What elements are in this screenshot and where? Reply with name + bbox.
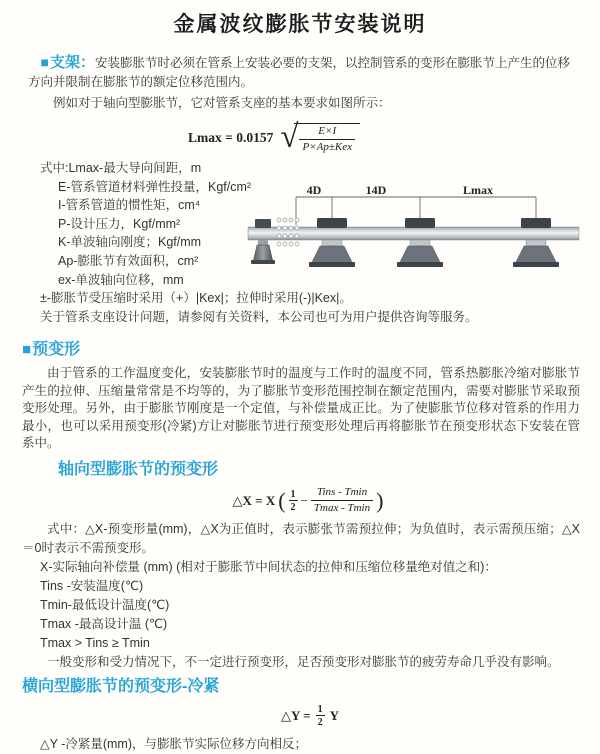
minus-sign: − xyxy=(300,492,308,508)
note-item: Tins -安装温度(℃) xyxy=(40,578,144,593)
support-heading-label: 支架： xyxy=(49,54,95,71)
one-half-fraction xyxy=(289,489,298,513)
note-item: Tmin-最低设计温度(℃) xyxy=(40,597,170,612)
support-section-heading xyxy=(41,54,95,71)
consulting-note: 关于管系支座设计问题，请参阅有关资料，本公司也可为用户提供咨询等服务。 xyxy=(40,310,478,324)
dim-label-4d: 4D xyxy=(306,183,322,197)
general-deformation-note: 一般变形和受力情况下，不一定进行预变形，足否预变形对膨胀节的疲劳寿命几乎没有影响。 xyxy=(47,654,560,669)
guide-support xyxy=(309,218,355,267)
dim-label-lmax: Lmax xyxy=(463,183,493,197)
temperature-fraction xyxy=(311,486,373,515)
lateral-preform-formula xyxy=(281,703,339,729)
close-paren: ) xyxy=(376,487,384,513)
half-numerator: 1 xyxy=(317,703,323,715)
section-bullet-icon: ■ xyxy=(22,341,32,358)
definition-item: Ap-膨胀节有效面积，cm² xyxy=(58,253,199,268)
definition-item: K-单波轴向刚度；Kgf/mm xyxy=(58,235,202,250)
fraction-numerator: Tins - Tmin xyxy=(311,486,373,501)
half-numerator: 1 xyxy=(290,488,296,500)
support-example-text: 例如对于轴向型膨胀节，它对管系支座的基本要求如图所示： xyxy=(53,96,391,110)
guide-support xyxy=(513,218,559,267)
half-denominator: 2 xyxy=(317,716,323,728)
definition-plus-minus: ±-膨胀节受压缩时采用（+）|Kex|；拉伸时采用(-)|Kex|。 xyxy=(40,291,352,305)
fraction xyxy=(299,125,355,154)
formula-lhs: △Y = xyxy=(281,707,311,723)
note-item: X-实际轴向补偿量 (mm) (相对于膨胀节中间状态的拉伸和压缩位移量绝对值之和)： xyxy=(40,559,497,574)
square-root xyxy=(280,118,360,155)
lateral-preform-subtitle: 横向型膨胀节的预变形-冷紧 xyxy=(22,677,220,695)
formula-rhs: Y xyxy=(329,707,339,723)
document-page xyxy=(0,10,600,751)
note-item: Tmax -最高设计温 (℃) xyxy=(40,616,168,631)
page-title: 金属波纹膨胀节安装说明 xyxy=(173,13,427,36)
axial-preform-subtitle: 轴向型膨胀节的预变形 xyxy=(58,460,219,478)
fraction-denominator: P×Ap±Kex xyxy=(302,140,352,153)
dim-label-14d: 14D xyxy=(365,183,387,197)
preform-heading-label: 预变形 xyxy=(32,341,81,358)
definitions-and-diagram xyxy=(40,159,600,289)
radicand xyxy=(294,123,360,154)
delta-y-note: △Y -冷紧量(mm)，与膨胀节实际位移方向相反； xyxy=(40,736,308,751)
definition-item: 式中:Lmax-最大导向间距，m xyxy=(40,161,202,175)
guide-support xyxy=(397,218,443,267)
pipe-support-diagram xyxy=(244,183,596,283)
axial-preform-formula xyxy=(233,484,384,518)
formula-lhs: Lmax = 0.0157 xyxy=(188,130,274,145)
definition-item: I-管系管道的惯性矩，cm⁴ xyxy=(58,198,201,213)
half-denominator: 2 xyxy=(290,501,296,513)
fraction-numerator: E×I xyxy=(299,125,355,140)
section-bullet-icon: ■ xyxy=(40,54,49,70)
note-item: Tmax > Tins ≥ Tmin xyxy=(40,635,150,650)
axial-notes-list xyxy=(40,558,580,653)
formula-lhs: △X = X xyxy=(232,492,276,508)
anchor-support xyxy=(251,219,275,264)
radical-sign: √ xyxy=(280,118,299,155)
fraction-denominator: Tmax - Tmin xyxy=(313,502,371,514)
lmax-formula xyxy=(188,119,600,157)
support-intro-text: 安装膨胀节时必须在管系上安装必要的支架，以控制管系的变形在膨胀节上产生的位移方向并限制在膨胀节的额定位移范围内。 xyxy=(28,56,570,89)
delta-x-note: 式中：△X-预变形量(mm)，△X为正值时，表示膨张节需预拉伸；为负值时，表示需预压缩；△X＝0时表示不需预变形。 xyxy=(22,521,580,555)
support-diagram-svg xyxy=(244,183,596,283)
one-half-fraction xyxy=(316,704,325,728)
preform-paragraph: 由于管系的工作温度变化，安装膨胀节时的温度与工作时的温度不同，管系热膨胀冷缩对膨胀节产生的拉伸、压缩量常常是不均等的，为了膨胀节变形范围控制在额定范围内，需要对膨胀节采取预变形处理。另外，由于膨胀节刚度是一个定值，与补偿量成正比。为了使膨胀节位移对管系的作用力最小，也可以采用预变形(冷紧)方让对膨胀节进行预变形处理后再将膨胀节在预变形状态下安装在管系中。 xyxy=(22,366,580,450)
definition-item: E-管系管道材料弹性投量，Kgf/cm² xyxy=(58,179,252,194)
definition-item: P-设计压力，Kgf/mm² xyxy=(58,216,181,231)
open-paren: ( xyxy=(278,487,286,513)
definition-item: ex-单波轴向位移，mm xyxy=(58,272,184,287)
preform-section-heading xyxy=(22,339,600,361)
support-intro-paragraph xyxy=(28,53,576,92)
